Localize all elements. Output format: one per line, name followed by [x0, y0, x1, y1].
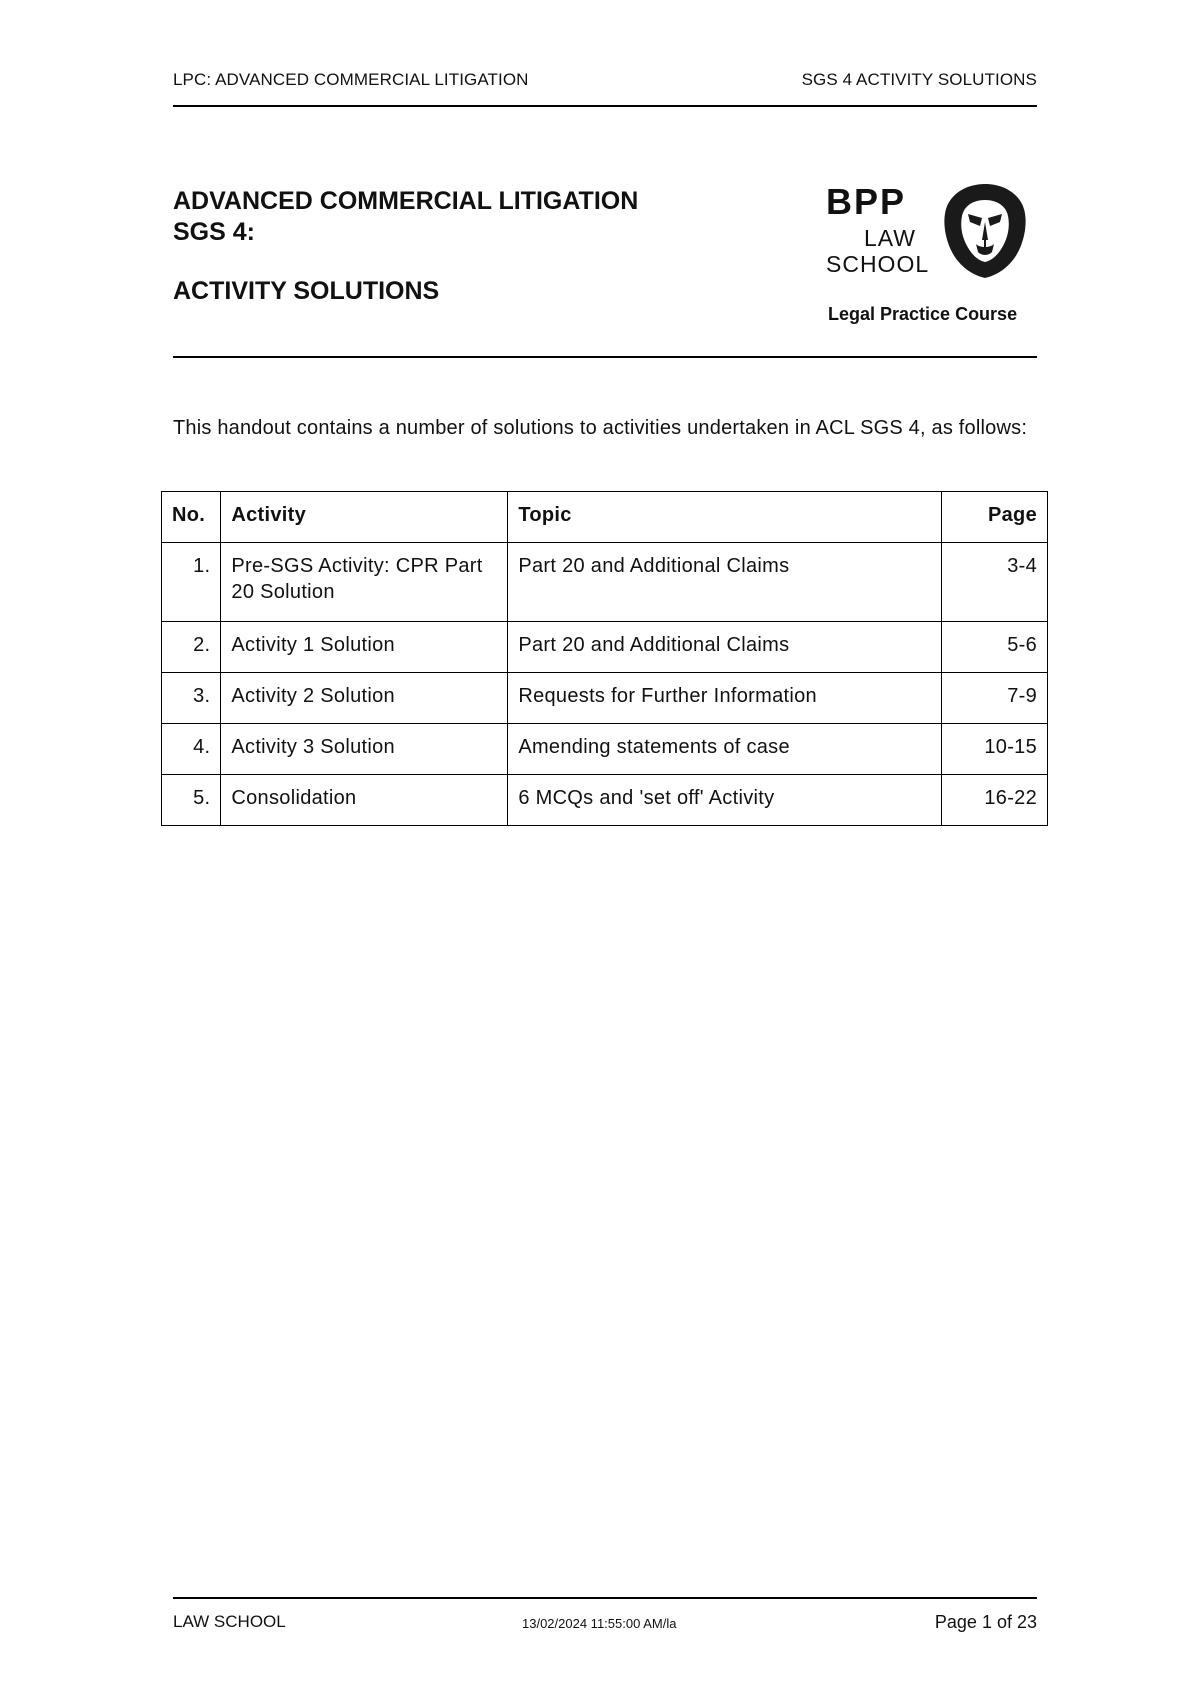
column-header-page: Page — [942, 492, 1048, 543]
row-number: 1. — [162, 543, 221, 622]
legal-practice-course-label: Legal Practice Course — [828, 304, 1018, 324]
table-row — [162, 775, 1048, 826]
row-page: 7-9 — [942, 673, 1048, 724]
row-topic: 6 MCQs and 'set off' Activity — [508, 775, 942, 826]
row-activity: Activity 2 Solution — [221, 673, 508, 724]
table-row — [162, 622, 1048, 673]
title-line-1: ADVANCED COMMERCIAL LITIGATION — [173, 187, 639, 215]
row-activity: Consolidation — [221, 775, 508, 826]
lion-head-icon — [942, 182, 1028, 280]
title-line-2: SGS 4: — [173, 218, 255, 246]
row-page: 10-15 — [942, 724, 1048, 775]
row-page: 16-22 — [942, 775, 1048, 826]
bpp-law-school-logo — [826, 181, 1026, 277]
table-header-row — [162, 492, 1048, 543]
row-activity: Activity 3 Solution — [221, 724, 508, 775]
footer-school: LAW SCHOOL — [173, 1612, 286, 1631]
header-document-title: SGS 4 ACTIVITY SOLUTIONS — [801, 70, 1037, 89]
row-topic: Part 20 and Additional Claims — [508, 543, 942, 622]
title-divider — [173, 356, 1037, 358]
row-number: 4. — [162, 724, 221, 775]
row-page: 3-4 — [942, 543, 1048, 622]
column-header-no: No. — [162, 492, 221, 543]
document-title — [173, 186, 638, 307]
intro-paragraph: This handout contains a number of solutions to activities undertaken in ACL SGS 4, as follows: — [173, 417, 1028, 439]
table-row — [162, 724, 1048, 775]
row-number: 2. — [162, 622, 221, 673]
row-number: 3. — [162, 673, 221, 724]
row-page: 5-6 — [942, 622, 1048, 673]
footer-timestamp: 13/02/2024 11:55:00 AM/la — [522, 1616, 677, 1631]
column-header-activity: Activity — [221, 492, 508, 543]
table-row — [162, 543, 1048, 622]
table-row — [162, 673, 1048, 724]
header-divider — [173, 105, 1037, 107]
row-topic: Amending statements of case — [508, 724, 942, 775]
activities-table — [161, 491, 1048, 826]
logo-law-text: LAW — [864, 225, 916, 251]
column-header-topic: Topic — [508, 492, 942, 543]
footer-divider — [173, 1597, 1037, 1599]
row-activity: Activity 1 Solution — [221, 622, 508, 673]
row-topic: Requests for Further Information — [508, 673, 942, 724]
logo-bpp-text: BPP — [826, 181, 907, 222]
running-header — [173, 70, 1037, 90]
row-number: 5. — [162, 775, 221, 826]
row-topic: Part 20 and Additional Claims — [508, 622, 942, 673]
footer-page-number: Page 1 of 23 — [934, 1612, 1037, 1632]
row-activity: Pre-SGS Activity: CPR Part 20 Solution — [221, 543, 508, 622]
title-line-3: ACTIVITY SOLUTIONS — [173, 277, 440, 305]
header-course-title: LPC: ADVANCED COMMERCIAL LITIGATION — [173, 70, 529, 89]
logo-school-text: SCHOOL — [826, 251, 930, 277]
